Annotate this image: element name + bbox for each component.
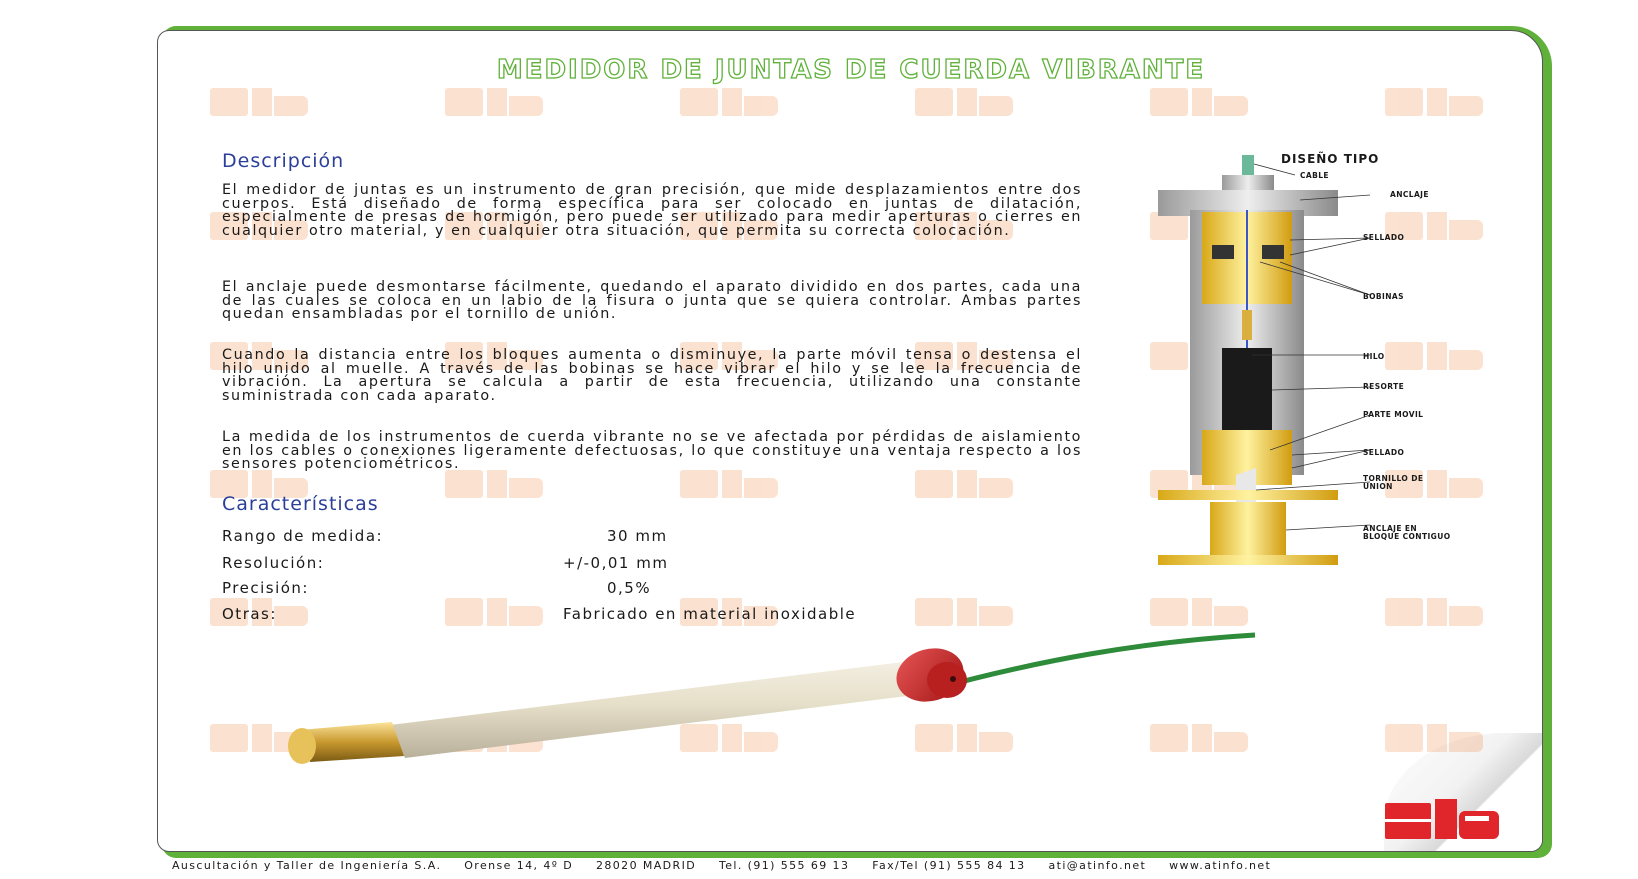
watermark-logo	[210, 86, 310, 118]
callout-bobinas: BOBINAS	[1363, 292, 1404, 301]
characteristics-heading: Características	[222, 493, 379, 515]
callout-line: ANCLAJE EN	[1363, 524, 1418, 533]
watermark-logo	[445, 468, 545, 500]
watermark-shape	[1192, 88, 1212, 116]
watermark-shape	[1427, 342, 1447, 370]
watermark-shape	[957, 470, 977, 498]
callout-tornillo	[1363, 475, 1423, 491]
watermark-shape	[445, 88, 483, 116]
callout-cable: CABLE	[1300, 171, 1329, 180]
description-heading: Descripción	[222, 150, 345, 172]
callout-resorte: RESORTE	[1363, 382, 1405, 391]
watermark-shape	[979, 478, 1013, 498]
footer-address: Orense 14, 4º D	[464, 859, 574, 872]
spec-label: Resolución:	[222, 554, 325, 572]
footer-email[interactable]: ati@atinfo.net	[1048, 859, 1147, 872]
watermark-shape	[1427, 598, 1447, 626]
diagram-title: DISEÑO TIPO	[1281, 152, 1380, 166]
spec-value: +/-0,01 mm	[563, 554, 669, 572]
watermark-shape	[274, 606, 308, 626]
watermark-shape	[1427, 470, 1447, 498]
watermark-shape	[509, 96, 543, 116]
watermark-shape	[1449, 96, 1483, 116]
watermark-shape	[744, 478, 778, 498]
watermark-shape	[1385, 342, 1423, 370]
spec-label: Otras:	[222, 605, 277, 623]
watermark-shape	[1449, 220, 1483, 240]
green-cable	[930, 635, 1255, 690]
watermark-logo	[1150, 86, 1250, 118]
watermark-shape	[487, 88, 507, 116]
description-paragraph-4: La medida de los instrumentos de cuerda vibrante no se ve afectada por pérdidas de aislamiento en los cables o conexiones ligeramente defectuosas, lo que constituye una ventaja respecto a los sensores potenciométricos.	[222, 429, 1082, 473]
watermark-shape	[252, 724, 272, 752]
watermark-logo	[915, 596, 1015, 628]
description-paragraph-1: El medidor de juntas es un instrumento de gran precisión, que mide desplazamientos entre dos cuerpos. Está diseñado de forma específica para ser colocado en juntas de dilatación, especialmente de presas de hormigón, pero puede ser utilizado para medir aperturas o cierres en cualquier otro material, y en cualquier otra situación, que permita su correcta colocación.	[222, 182, 1082, 239]
watermark-shape	[979, 96, 1013, 116]
watermark-shape	[1449, 732, 1483, 752]
watermark-shape	[1150, 598, 1188, 626]
watermark-shape	[1449, 350, 1483, 370]
watermark-shape	[680, 88, 718, 116]
callout-line: UNION	[1363, 482, 1393, 491]
watermark-shape	[744, 96, 778, 116]
watermark-logo	[1385, 340, 1485, 372]
watermark-shape	[274, 96, 308, 116]
callout-sellado-top: SELLADO	[1363, 233, 1405, 242]
callout-line: TORNILLO DE	[1363, 474, 1424, 483]
watermark-logo	[680, 86, 780, 118]
watermark-shape	[915, 470, 953, 498]
watermark-shape	[509, 478, 543, 498]
spec-value: Fabricado en material inoxidable	[563, 605, 857, 623]
watermark-logo	[445, 86, 545, 118]
watermark-shape	[1449, 606, 1483, 626]
watermark-shape	[445, 598, 483, 626]
watermark-shape	[487, 470, 507, 498]
watermark-shape	[1385, 598, 1423, 626]
cap-hole	[950, 676, 956, 682]
callout-anclaje-bloque	[1363, 525, 1451, 541]
watermark-shape	[1449, 478, 1483, 498]
callout-anclaje: ANCLAJE	[1390, 190, 1429, 199]
spec-label: Precisión:	[222, 579, 309, 597]
watermark-shape	[680, 470, 718, 498]
watermark-shape	[915, 598, 953, 626]
watermark-shape	[979, 606, 1013, 626]
watermark-shape	[210, 724, 248, 752]
watermark-logo	[445, 596, 545, 628]
watermark-logo	[680, 468, 780, 500]
callout-lines	[1150, 150, 1380, 590]
watermark-logo	[915, 468, 1015, 500]
description-paragraph-2: El anclaje puede desmontarse fácilmente, quedando el aparato dividido en dos partes, cada una de las cuales se coloca en un labio de la fisura o junta que se quiera controlar. Ambas partes quedan ensambladas por el tornillo de unión.	[222, 279, 1082, 323]
tube-body	[390, 660, 940, 758]
callout-hilo: HILO	[1363, 352, 1385, 361]
page-title: MEDIDOR DE JUNTAS DE CUERDA VIBRANTE	[496, 55, 1206, 85]
watermark-logo	[915, 86, 1015, 118]
watermark-shape	[1192, 598, 1212, 626]
watermark-shape	[1385, 88, 1423, 116]
company-logo	[1385, 799, 1501, 843]
footer-city: 28020 MADRID	[595, 859, 697, 872]
instrument-photo	[280, 630, 1260, 765]
watermark-shape	[445, 470, 483, 498]
watermark-shape	[722, 88, 742, 116]
watermark-shape	[1427, 724, 1447, 752]
footer-fax: Fax/Tel (91) 555 84 13	[872, 859, 1026, 872]
watermark-shape	[1427, 88, 1447, 116]
watermark-shape	[487, 598, 507, 626]
watermark-shape	[1150, 88, 1188, 116]
watermark-shape	[1214, 96, 1248, 116]
callout-parte-movil: PARTE MOVIL	[1363, 410, 1424, 419]
watermark-shape	[957, 598, 977, 626]
watermark-shape	[509, 606, 543, 626]
watermark-shape	[210, 88, 248, 116]
watermark-shape	[722, 470, 742, 498]
spec-value: 0,5%	[607, 579, 652, 597]
callout-line: BLOQUE CONTIGUO	[1363, 532, 1451, 541]
footer-contact	[172, 859, 1532, 872]
watermark-logo	[1385, 86, 1485, 118]
footer-web[interactable]: www.atinfo.net	[1169, 859, 1272, 872]
watermark-logo	[1385, 596, 1485, 628]
watermark-shape	[1385, 724, 1423, 752]
footer-tel: Tel. (91) 555 69 13	[719, 859, 850, 872]
watermark-logo	[1150, 596, 1250, 628]
watermark-shape	[915, 88, 953, 116]
red-cap-face	[927, 662, 967, 698]
brass-tip	[288, 728, 316, 764]
callout-sellado-bottom: SELLADO	[1363, 448, 1405, 457]
description-paragraph-3: Cuando la distancia entre los bloques aumenta o disminuye, la parte móvil tensa o destensa el hilo unido al muelle. A través de las bobinas se hace vibrar el hilo y se lee la frecuencia de vibración. La apertura se calcula a partir de esta frecuencia, utilizando una constante suministrada con cada aparato.	[222, 347, 1082, 404]
spec-label: Rango de medida:	[222, 527, 384, 545]
watermark-logo	[1385, 722, 1485, 754]
watermark-shape	[1214, 606, 1248, 626]
spec-value: 30 mm	[607, 527, 668, 545]
watermark-shape	[1427, 212, 1447, 240]
watermark-shape	[957, 88, 977, 116]
watermark-shape	[252, 88, 272, 116]
footer-company: Auscultación y Taller de Ingeniería S.A.	[172, 859, 442, 872]
